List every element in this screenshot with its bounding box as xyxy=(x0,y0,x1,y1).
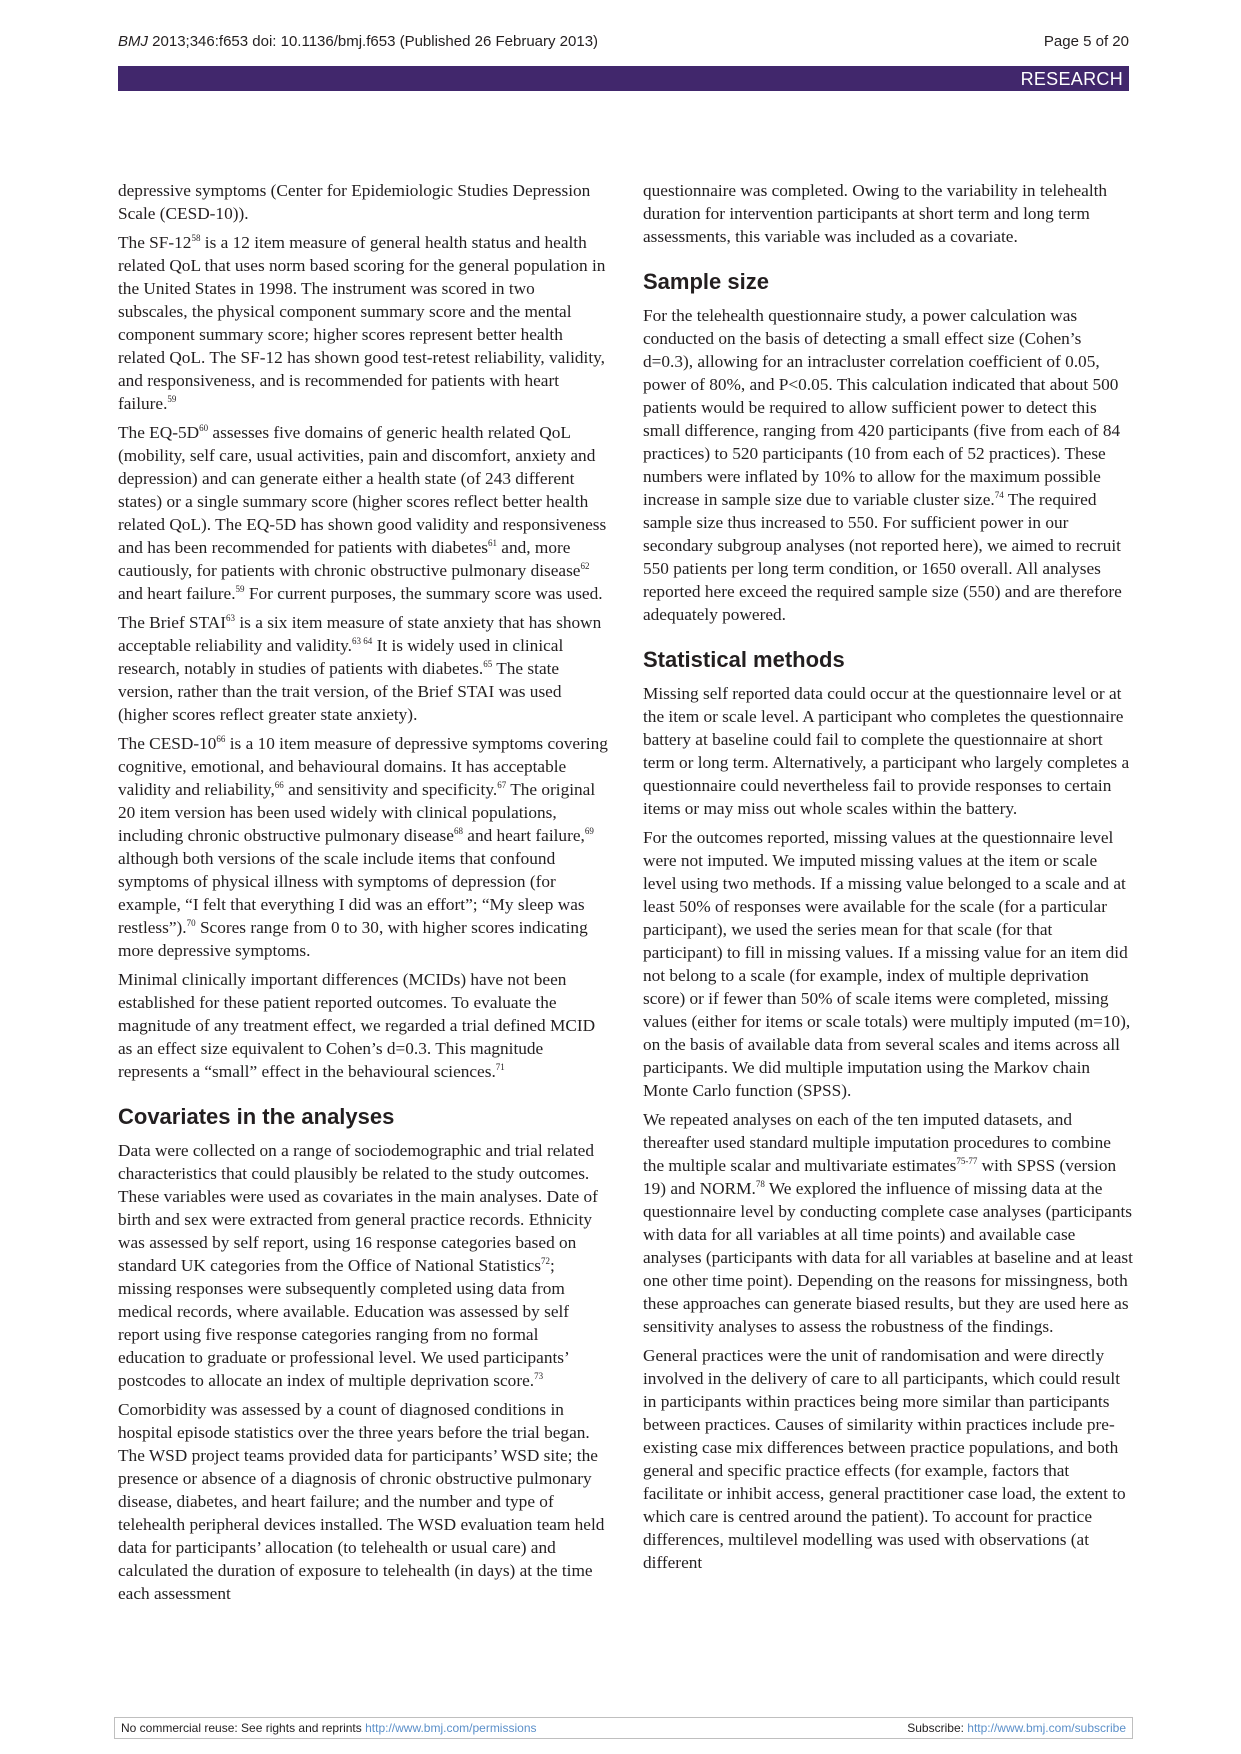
heading-statistical-methods: Statistical methods xyxy=(643,647,845,672)
subscribe-link[interactable]: http://www.bmj.com/subscribe xyxy=(967,1721,1126,1735)
citation-ref: 68 xyxy=(453,826,463,837)
citation-text: 2013;346:f653 doi: 10.1136/bmj.f653 (Published 26 February 2013) xyxy=(148,33,599,50)
citation-ref: 74 xyxy=(994,490,1004,501)
section-label: RESEARCH xyxy=(1020,69,1123,89)
citation-ref: 69 xyxy=(584,826,594,837)
paragraph-eq5d: The $EQ-5D^{60}$ assesses five domains of generic health related QoL (mobility, self care, usual activities, pain and discomfort, anxiety and depression) and can generate either a health state (of 243 different states) or a single summary score (higher scores reflect better health related QoL). The EQ-5D has shown good validity and responsiveness and has been recommended for patients with diabetes$^{61}$ and, more cautiously, for patients with chronic obstructive pulmonary disease$^{62}$ and heart failure.$^{59}$ For current purposes, the summary score was used. xyxy=(118,423,607,603)
paragraph-imputation: For the outcomes reported, missing values at the questionnaire level were not imputed. We imputed missing values at the item or scale level using two methods. If a missing value belonged to a scale and at least 50% of responses were available for the scale (for a particular participant), we used the series mean for that scale (for that participant) to fill in missing values. If a missing value for an item did not belong to a scale (for example, index of multiple deprivation score) or if fewer than 50% of scale items were completed, missing values (either for items or scale totals) were multiply imputed (m=10), on the basis of available data from several scales and items across all participants. We did multiple imputation using the Markov chain Monte Carlo function (SPSS). xyxy=(643,828,1131,1100)
citation-ref: 75-77 xyxy=(956,1156,978,1167)
citation-ref: 62 xyxy=(580,561,590,572)
footer-right xyxy=(907,1718,1126,1738)
page-footer xyxy=(114,1717,1133,1739)
citation-ref: 67 xyxy=(497,780,507,791)
citation-ref: 70 xyxy=(186,918,196,929)
paragraph-sf12: The $SF-12^{58}$ is a 12 item measure of general health status and health related QoL that uses norm based scoring for the general population in the United States in 1998. The instrument was scored in two subscales, the physical component summary score and the mental component summary score; higher scores represent better health related QoL. The SF-12 has shown good test-retest reliability, validity, and responsiveness, and is recommended for patients with heart failure.$^{59}$ xyxy=(118,233,606,413)
section-band xyxy=(118,66,1129,91)
citation-ref: 72 xyxy=(540,1256,550,1267)
citation-ref: 65 xyxy=(483,659,493,670)
paragraph-missing-data: Missing self reported data could occur at the questionnaire level or at the item or scale level. A participant who completes the questionnaire battery at baseline could fail to complete the questionnaire at short term or long term. Alternatively, a participant who largely completes a questionnaire could nevertheless fail to provide responses to certain items or may miss out whole scales within the battery. xyxy=(643,684,1130,818)
left-column xyxy=(118,179,608,1611)
right-column xyxy=(643,179,1133,1580)
permissions-link[interactable]: http://www.bmj.com/permissions xyxy=(365,1721,537,1735)
paragraph-stai: The Brief STAI$^{63}$ is a six item measure of state anxiety that has shown acceptable reliability and validity.$^{63 64}$ It is widely used in clinical research, notably in studies of patients with diabetes.$^{65}$ The state version, rather than the trait version, of the Brief STAI was used (higher scores reflect greater state anxiety). xyxy=(118,613,602,724)
citation-ref: 66 xyxy=(274,780,284,791)
footer-rights-text: No commercial reuse: See rights and reprints xyxy=(121,1721,366,1735)
citation-ref: 60 xyxy=(199,423,209,434)
paragraph-sample-size: For the telehealth questionnaire study, a power calculation was conducted on the basis of detecting a small effect size (Cohen’s d=0.3), allowing for an intracluster correlation coefficient of 0.05, power of 80%, and P<0.05. This calculation indicated that about 500 patients would be required to allow sufficient power to detect this small difference, ranging from 420 participants (five from each of 84 practices) to 520 participants (10 from each of 52 practices). These numbers were inflated by 10% to allow for the maximum possible increase in sample size due to variable cluster size.$^{74}$ The required sample size thus increased to 550. For sufficient power in our secondary subgroup analyses (not reported here), we aimed to recruit 550 patients per long term condition, or 1650 overall. All analyses reported here exceed the required sample size (550) and are therefore adequately powered. xyxy=(643,306,1122,624)
paragraph: depressive symptoms (Center for Epidemiologic Studies Depression Scale (CESD-10)). xyxy=(118,181,591,223)
heading-sample-size: Sample size xyxy=(643,269,769,294)
paragraph-cesd: The CESD-$10^{66}$ is a 10 item measure of depressive symptoms covering cognitive, emotional, and behavioural domains. It has acceptable validity and reliability,$^{66}$ and sensitivity and specificity.$^{67}$ The original 20 item version has been used widely with clinical populations, including chronic obstructive pulmonary disease$^{68}$ and heart failure,$^{69}$ although both versions of the scale include items that confound symptoms of physical illness with symptoms of depression (for example, “I felt that everything I did was an effort”; “My sleep was restless”).$^{70}$ Scores range from 0 to 30, with higher scores indicating more depressive symptoms. xyxy=(118,734,608,960)
paragraph-comorbidity: Comorbidity was assessed by a count of diagnosed conditions in hospital episode statistics over the three years before the trial began. The WSD project teams provided data for participants’ WSD site; the presence or absence of a diagnosis of chronic obstructive pulmonary disease, diabetes, and heart failure; and the number and type of telehealth peripheral devices installed. The WSD evaluation team held data for participants’ allocation (to telehealth or usual care) and calculated the duration of exposure to telehealth (in days) at the time each assessment xyxy=(118,1400,605,1603)
footer-subscribe-text: Subscribe: xyxy=(907,1721,968,1735)
paragraph: questionnaire was completed. Owing to the variability in telehealth duration for intervention participants at short term and long term assessments, this variable was included as a covariate. xyxy=(643,181,1108,246)
footer-left xyxy=(121,1718,537,1738)
citation-ref: 63 64 xyxy=(352,636,373,647)
paragraph-covariates: Data were collected on a range of sociodemographic and trial related characteristics that could plausibly be related to the study outcomes. These variables were used as covariates in the main analyses. Date of birth and sex were extracted from general practice records. Ethnicity was assessed by self report, using 16 response categories based on standard UK categories from the Office of National Statistics$^{72}$; missing responses were subsequently completed using data from medical records, where available. Education was assessed by self report using five response categories ranging from no formal education to graduate or professional level. We used participants’ postcodes to allocate an index of multiple deprivation score.$^{73}$ xyxy=(118,1141,598,1390)
citation-ref: 71 xyxy=(495,1062,505,1073)
journal-citation xyxy=(118,33,598,50)
citation-ref: 66 xyxy=(216,734,226,745)
citation-ref: 59 xyxy=(235,584,245,595)
heading-covariates: Covariates in the analyses xyxy=(118,1104,395,1129)
citation-ref: 59 xyxy=(167,394,177,405)
citation-ref: 73 xyxy=(534,1371,544,1382)
citation-ref: 78 xyxy=(755,1179,765,1190)
paragraph-repeated-analyses: We repeated analyses on each of the ten imputed datasets, and thereafter used standard multiple imputation procedures to combine the multiple scalar and multivariate estimates$^{75-77}$ with SPSS (version 19) and NORM.$^{78}$ We explored the influence of missing data at the questionnaire level by conducting complete case analyses (participants with data for all variables at all time points) and available case analyses (participants with data for all variables at baseline and at least one other time point). Depending on the reasons for missingness, both these approaches can generate biased results, but they are used here as sensitivity analyses to assess the robustness of the findings. xyxy=(643,1110,1133,1336)
paragraph-mcid: Minimal clinically important differences (MCIDs) have not been established for these patient reported outcomes. To evaluate the magnitude of any treatment effect, we regarded a trial defined MCID as an effect size equivalent to Cohen’s d=0.3. This magnitude represents a “small” effect in the behavioural sciences.$^{71}$ xyxy=(118,970,596,1081)
citation-ref: 61 xyxy=(487,538,497,549)
paragraph-general-practices: General practices were the unit of randomisation and were directly involved in the delivery of care to all participants, which could result in participants within practices being more similar than participants between practices. Causes of similarity within practices include pre-existing case mix differences between practice populations, and both general and specific practice effects (for example, factors that facilitate or inhibit access, general practitioner case load, the extent to which care is centred around the patient). To account for practice differences, multilevel modelling was used with observations (at different xyxy=(643,1346,1126,1572)
journal-name: BMJ xyxy=(118,33,148,50)
citation-ref: 63 xyxy=(226,613,236,624)
citation-ref: 58 xyxy=(191,233,201,244)
page-number: Page 5 of 20 xyxy=(1043,33,1129,50)
